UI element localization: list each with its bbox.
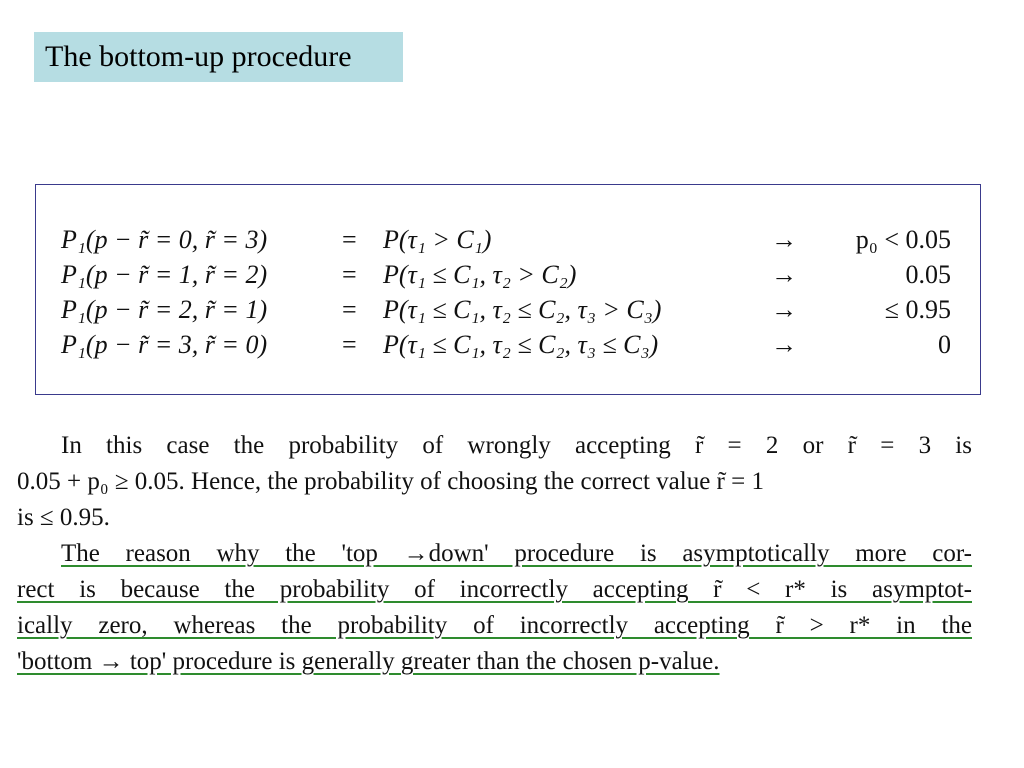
arrow-symbol: → xyxy=(771,260,797,289)
equation-row xyxy=(61,258,951,292)
equation-lhs: P₁(p − r̃ = 1, r̃ = 2) xyxy=(61,260,268,289)
equation-rhs: P(τ₁ ≤ C₁, τ₂ ≤ C₂, τ₃ > C₃) xyxy=(383,295,662,324)
equation-rhs: P(τ₁ ≤ C₁, τ₂ > C₂) xyxy=(383,260,577,289)
equation-lhs: P₁(p − r̃ = 2, r̃ = 1) xyxy=(61,295,268,324)
equation-equals: = xyxy=(342,295,357,324)
equation-row xyxy=(61,328,951,362)
arrow-symbol: → xyxy=(771,225,797,254)
arrow-symbol: → xyxy=(771,330,797,359)
text-line: In this case the probability of wrongly accepting r̃ = 2 or r̃ = 3 is xyxy=(61,432,972,459)
equation-row xyxy=(61,293,951,327)
equation-lhs: P₁(p − r̃ = 0, r̃ = 3) xyxy=(61,225,268,254)
text-line: rect is because the probability of incorrectly accepting r̃ < r* is asymptot- xyxy=(17,576,972,603)
equation-lhs: P₁(p − r̃ = 3, r̃ = 0) xyxy=(61,330,268,359)
equation-row xyxy=(61,223,951,257)
equation-value: ≤ 0.95 xyxy=(884,295,951,324)
equation-equals: = xyxy=(342,225,357,254)
equation-equals: = xyxy=(342,260,357,289)
text-line: 'bottom → top' procedure is generally greater than the chosen p-value. xyxy=(17,648,720,675)
text-line: ically zero, whereas the probability of incorrectly accepting r̃ > r* in the xyxy=(17,612,972,639)
text-line: is ≤ 0.95. xyxy=(17,504,110,531)
equation-rhs: P(τ₁ > C₁) xyxy=(383,225,492,254)
equation-value: p₀ < 0.05 xyxy=(855,225,951,254)
equation-equals: = xyxy=(342,330,357,359)
text-line: The reason why the 'top →down' procedure is asymptotically more cor- xyxy=(61,540,972,567)
arrow-symbol: → xyxy=(771,295,797,324)
slide-title-box xyxy=(34,32,403,82)
equation-value: 0.05 xyxy=(905,260,951,289)
text-line: 0.05 + p₀ ≥ 0.05. Hence, the probability of choosing the correct value r̃ = 1 xyxy=(17,468,764,495)
equation-rhs: P(τ₁ ≤ C₁, τ₂ ≤ C₂, τ₃ ≤ C₃) xyxy=(383,330,659,359)
equation-value: 0 xyxy=(938,330,951,359)
slide-title: The bottom-up procedure xyxy=(45,40,352,73)
equation-box xyxy=(35,184,981,395)
